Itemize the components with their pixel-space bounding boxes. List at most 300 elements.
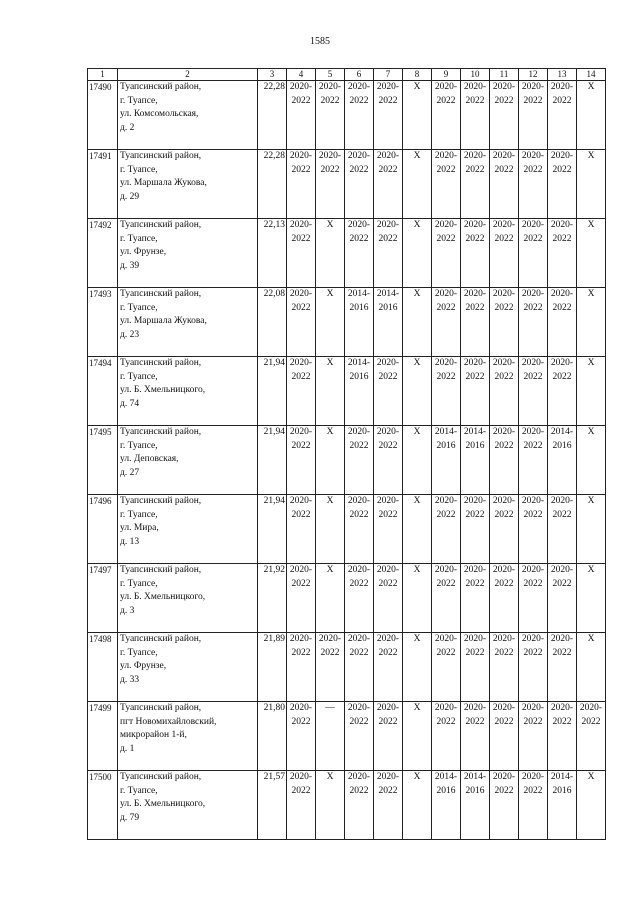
period-text: 2020- [347,82,371,92]
period-cell [403,495,432,564]
period-text: 2020- [289,427,313,437]
period-text: 2020- [376,565,400,575]
period-cell [548,288,577,357]
column-number-header: 14 [577,69,606,81]
period-cell [577,150,606,219]
period-cell [432,633,461,702]
period-text: 2022 [523,440,543,451]
address-line: ул. Мира, [120,523,159,533]
period-text: 2020- [550,289,574,299]
address-line: г. Туапсе, [120,578,158,589]
period-text: 2022 [320,164,340,175]
period-text: 2016 [465,440,485,451]
period-text: 2022 [523,578,543,589]
period-text: 2020- [521,427,545,437]
period-text: 2022 [291,716,311,727]
period-cell [432,288,461,357]
period-cell [548,81,577,150]
period-text: 2022 [523,233,543,244]
period-text: X [587,772,595,782]
period-cell [432,219,461,288]
period-cell [316,702,345,771]
period-cell [461,81,490,150]
period-text: 2022 [436,164,456,175]
column-number-header: 3 [258,69,287,81]
period-cell [519,150,548,219]
period-text: 2022 [465,164,485,175]
period-text: X [326,220,334,230]
period-text: X [587,289,595,299]
period-text: 2020- [463,82,487,92]
period-cell [374,495,403,564]
period-text: 2020- [289,220,313,230]
address-line: Туапсинский район, [120,703,202,713]
period-cell [548,357,577,426]
address-line: д. 74 [120,398,140,409]
period-text: 2020- [347,703,371,713]
period-text: 2014- [376,289,400,299]
period-cell [519,495,548,564]
period-text: 2022 [552,716,572,727]
period-text: 2020- [376,358,400,368]
period-cell [374,357,403,426]
period-text: 2022 [378,233,398,244]
period-text: 2020- [289,496,313,506]
period-cell [374,633,403,702]
period-text: 2022 [523,302,543,313]
period-text: 2022 [349,164,369,175]
period-cell [519,564,548,633]
address-line: г. Туапсе, [120,440,158,451]
period-text: 2022 [291,371,311,382]
table-row [88,426,606,495]
period-text: 2020- [289,772,313,782]
period-cell [287,219,316,288]
address-line: г. Туапсе, [120,371,158,382]
area-cell: 21,94 [258,495,287,564]
period-text: 2020- [550,496,574,506]
address-cell [118,633,258,702]
period-text: 2022 [494,716,514,727]
table-row [88,81,606,150]
period-text: X [587,82,595,92]
period-cell [316,771,345,840]
period-cell [287,150,316,219]
period-cell [461,633,490,702]
period-text: 2022 [552,233,572,244]
period-text: X [413,703,421,713]
period-cell [316,288,345,357]
period-text: 2022 [436,302,456,313]
period-text: 2022 [552,509,572,520]
period-text: 2022 [552,578,572,589]
period-text: 2022 [523,785,543,796]
period-text: X [326,772,334,782]
address-line: д. 29 [120,191,140,202]
period-text: 2020- [463,703,487,713]
period-cell [374,81,403,150]
period-cell [403,633,432,702]
period-text: 2020- [492,82,516,92]
period-text: X [587,634,595,644]
period-cell [316,219,345,288]
period-text: 2020- [492,289,516,299]
period-cell [287,426,316,495]
period-text: 2022 [349,95,369,106]
period-cell [490,426,519,495]
address-cell [118,288,258,357]
column-number-header: 10 [461,69,490,81]
period-cell [548,564,577,633]
address-line: ул. Фрунзе, [120,247,167,257]
period-cell [345,633,374,702]
period-cell [403,150,432,219]
period-text: 2020- [347,772,371,782]
address-line: д. 1 [120,743,135,754]
address-line: ул. Комсомольская, [120,109,199,119]
period-text: 2020- [376,82,400,92]
period-text: 2022 [291,785,311,796]
period-text: 2020- [347,634,371,644]
period-text: 2022 [291,233,311,244]
period-text: 2022 [494,509,514,520]
period-text: 2020- [521,289,545,299]
period-text: 2020- [492,151,516,161]
period-cell [374,219,403,288]
period-cell [432,702,461,771]
period-text: 2020- [347,220,371,230]
period-cell [403,357,432,426]
period-text: X [326,289,334,299]
period-text: 2022 [320,95,340,106]
address-line: ул. Деповская, [120,454,179,464]
period-cell [490,357,519,426]
period-text: 2020- [463,496,487,506]
address-line: г. Туапсе, [120,509,158,520]
period-cell [519,81,548,150]
period-text: 2020- [289,358,313,368]
area-cell: 21,94 [258,426,287,495]
period-text: 2020- [550,82,574,92]
address-line: д. 79 [120,812,140,823]
period-text: 2022 [349,509,369,520]
period-text: 2022 [581,716,601,727]
period-text: 2020- [289,82,313,92]
period-text: X [413,289,421,299]
period-cell [432,357,461,426]
period-text: X [413,358,421,368]
period-text: 2020- [492,427,516,437]
period-text: 2022 [349,716,369,727]
period-text: 2020- [521,565,545,575]
period-text: 2022 [320,647,340,658]
period-cell [403,81,432,150]
period-cell [287,564,316,633]
registry-table [87,68,606,840]
period-text: 2022 [436,647,456,658]
area-cell: 21,80 [258,702,287,771]
period-text: 2020- [550,358,574,368]
period-cell [345,495,374,564]
address-cell [118,81,258,150]
period-cell [577,771,606,840]
period-text: 2022 [465,578,485,589]
area-cell: 22,13 [258,219,287,288]
period-text: 2022 [378,509,398,520]
period-text: 2020- [318,151,342,161]
period-text: X [587,565,595,575]
period-cell [461,426,490,495]
period-cell [287,771,316,840]
period-cell [345,288,374,357]
period-text: 2022 [349,647,369,658]
address-line: Туапсинский район, [120,565,202,575]
period-text: 2022 [523,95,543,106]
column-number-header: 4 [287,69,316,81]
period-text: 2022 [436,578,456,589]
column-number-header: 11 [490,69,519,81]
period-text: 2022 [494,785,514,796]
period-cell [490,771,519,840]
address-line: Туапсинский район, [120,496,202,506]
period-text: 2022 [552,371,572,382]
period-text: 2020- [434,565,458,575]
period-cell [577,702,606,771]
period-text: 2020- [492,565,516,575]
period-text: 2020- [521,358,545,368]
period-cell [403,288,432,357]
period-cell [403,702,432,771]
period-cell [345,81,374,150]
period-text: 2022 [552,302,572,313]
period-text: 2020- [347,496,371,506]
area-cell: 21,94 [258,357,287,426]
period-cell [432,771,461,840]
period-cell [461,288,490,357]
period-text: 2016 [378,302,398,313]
period-text: 2022 [378,647,398,658]
period-text: 2022 [378,578,398,589]
period-text: 2022 [494,95,514,106]
period-text: 2020- [289,703,313,713]
period-cell [374,702,403,771]
period-text: 2022 [523,509,543,520]
period-cell [345,357,374,426]
period-text: 2020- [463,151,487,161]
address-line: г. Туапсе, [120,785,158,796]
period-text: 2020- [434,496,458,506]
period-text: X [413,772,421,782]
period-text: 2022 [494,647,514,658]
period-text: 2020- [463,289,487,299]
period-text: 2022 [465,716,485,727]
period-cell [519,288,548,357]
column-number-header: 1 [88,69,118,81]
address-cell [118,495,258,564]
period-cell [403,426,432,495]
address-line: ул. Б. Хмельницкого, [120,799,206,809]
period-text: X [587,427,595,437]
period-cell [577,357,606,426]
period-text: 2020- [463,220,487,230]
period-cell [316,426,345,495]
period-cell [287,702,316,771]
period-cell [577,633,606,702]
period-cell [519,771,548,840]
period-cell [403,219,432,288]
row-number-cell: 17496 [88,495,118,564]
period-text: 2022 [523,371,543,382]
period-cell [548,150,577,219]
period-cell [577,288,606,357]
period-cell [577,219,606,288]
period-text: X [413,151,421,161]
period-text: 2020- [521,151,545,161]
table-row [88,771,606,840]
area-cell: 21,89 [258,633,287,702]
table-row [88,633,606,702]
address-line: д. 23 [120,329,140,340]
period-text: 2020- [318,82,342,92]
period-cell [287,357,316,426]
period-cell [577,426,606,495]
period-text: 2022 [349,578,369,589]
period-text: 2016 [436,440,456,451]
period-text: 2022 [523,716,543,727]
period-text: 2022 [494,164,514,175]
address-cell [118,150,258,219]
period-text: 2020- [376,772,400,782]
row-number-cell: 17493 [88,288,118,357]
period-text: 2020- [347,565,371,575]
period-text: 2022 [291,302,311,313]
period-text: 2020- [376,151,400,161]
row-number-cell: 17492 [88,219,118,288]
period-cell [287,495,316,564]
period-cell [490,150,519,219]
period-cell [287,633,316,702]
period-text: 2016 [436,785,456,796]
period-cell [345,771,374,840]
table-row [88,702,606,771]
period-text: 2020- [550,151,574,161]
period-text: 2016 [465,785,485,796]
period-text: 2020- [434,82,458,92]
period-text: X [326,427,334,437]
address-line: д. 3 [120,605,135,616]
period-cell [432,495,461,564]
period-text: 2016 [552,785,572,796]
address-line: Туапсинский район, [120,427,202,437]
address-line: ул. Маршала Жукова, [120,178,207,188]
period-text: 2022 [291,578,311,589]
period-cell [461,150,490,219]
address-line: г. Туапсе, [120,95,158,106]
table-row [88,288,606,357]
period-text: 2020- [550,220,574,230]
row-number-cell: 17500 [88,771,118,840]
period-cell [548,426,577,495]
row-number-cell: 17494 [88,357,118,426]
period-cell [316,495,345,564]
period-text: 2020- [318,634,342,644]
address-line: г. Туапсе, [120,164,158,175]
address-cell [118,702,258,771]
period-text: 2022 [378,164,398,175]
period-text: 2020- [376,634,400,644]
period-cell [461,495,490,564]
period-cell [374,288,403,357]
address-line: д. 39 [120,260,140,271]
period-text: 2020- [521,82,545,92]
period-text: 2022 [291,440,311,451]
period-text: 2022 [291,164,311,175]
period-cell [577,495,606,564]
period-text: 2022 [291,647,311,658]
column-number-header: 7 [374,69,403,81]
period-text: 2020- [492,358,516,368]
period-text: 2022 [465,233,485,244]
period-text: 2020- [434,358,458,368]
period-text: 2020- [289,565,313,575]
period-text: 2020- [376,427,400,437]
address-line: пгт Новомихайловский, [120,716,217,727]
period-text: 2022 [378,785,398,796]
period-text: 2014- [550,772,574,782]
period-text: 2020- [434,289,458,299]
period-text: 2022 [494,233,514,244]
period-cell [345,219,374,288]
period-cell [461,771,490,840]
period-text: X [413,82,421,92]
page-number: 1585 [310,36,330,47]
period-cell [432,426,461,495]
period-cell [316,81,345,150]
period-cell [490,633,519,702]
period-cell [519,702,548,771]
period-text: 2020- [550,703,574,713]
period-text: 2022 [523,647,543,658]
period-cell [403,564,432,633]
row-number-cell: 17490 [88,81,118,150]
period-text: X [413,634,421,644]
address-line: ул. Б. Хмельницкого, [120,592,206,602]
period-text: 2022 [494,440,514,451]
period-cell [548,633,577,702]
column-number-header: 9 [432,69,461,81]
period-cell [548,495,577,564]
period-text: 2022 [436,371,456,382]
period-text: 2020- [579,703,603,713]
period-text: 2020- [550,634,574,644]
period-text: X [587,151,595,161]
address-line: Туапсинский район, [120,151,202,161]
period-cell [461,702,490,771]
period-text: 2022 [378,95,398,106]
period-cell [374,426,403,495]
address-cell [118,357,258,426]
period-cell [374,150,403,219]
period-text: — [325,703,335,713]
period-text: 2020- [492,220,516,230]
row-number-cell: 17498 [88,633,118,702]
period-text: 2020- [521,772,545,782]
period-text: 2016 [349,371,369,382]
period-cell [548,219,577,288]
period-text: 2020- [376,496,400,506]
table-row [88,219,606,288]
period-cell [490,288,519,357]
